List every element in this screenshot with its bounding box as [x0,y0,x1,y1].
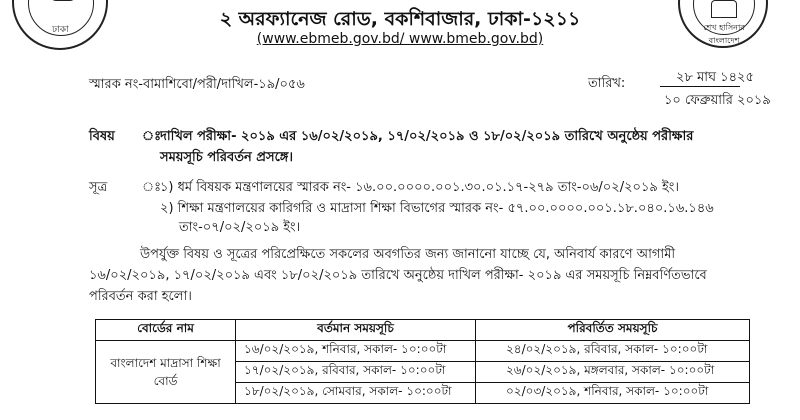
date-divider [660,86,740,87]
memo-number: স্মারক নং-বামাশিবো/পরী/দাখিল-১৯/০৫৬ [89,77,305,92]
reference-item-1: ১) ধর্ম বিষয়ক মন্ত্রণালয়ের স্মারক নং- ১৬.০০.০০০০.০০১.৩০.০১.১৭-২৭৯ তাং-০৬/০২/২০১৯ ইং। [160,180,679,195]
body-line-2: ১৬/০২/২০১৯, ১৭/০২/২০১৯ এবং ১৮/০২/২০১৯ তারিখে অনুষ্ঠেয় দাখিল পরীক্ষা- ২০১৯ এর সময়সূচি নিম্নবর্ণিতভাবে [89,268,707,283]
body-line-1: উপর্যুক্ত বিষয় ও সূত্রের পরিপ্রেক্ষিতে সকলের অবগতির জন্য জানানো যাচ্ছে যে, অনিবার্য কারণে আগামী [140,247,676,262]
body-line-3: পরিবর্তন করা হলো। [89,289,192,304]
revised-schedule-cell: ২৬/০২/২০১৯, মঙ্গলবার, সকাল- ১০:০০টা [476,362,750,383]
subject-line-1: দাখিল পরীক্ষা- ২০১৯ এর ১৬/০২/২০১৯, ১৭/০২/২০১৯ ও ১৮/০২/২০১৯ তারিখে অনুষ্ঠেয় পরীক্ষার [160,129,694,144]
reference-colon: ঃ [142,180,162,195]
table-row [96,341,750,362]
schedule-table [95,319,750,404]
date-bangla: ২৮ মাঘ ১৪২৫ [676,70,754,85]
header-board-name: বোর্ডের নাম [96,320,236,341]
subject-line-2: সময়সূচি পরিবর্তন প্রসঙ্গে। [160,150,294,165]
date-label: তারিখ: [588,76,626,91]
seal-text-bottom: ঢাকা [52,25,69,35]
reference-item-2-line-2: তাং-০৭/০২/২০১৯ ইং। [179,220,301,235]
revised-schedule-cell: ০২/০৩/২০১৯, শনিবার, সকাল- ১০:০০টা [476,383,750,404]
date-english: ১০ ফেব্রুয়ারি ২০১৯ [664,93,771,108]
reference-label: সূত্র [89,180,108,195]
current-schedule-cell: ১৮/০২/২০১৯, সোমবার, সকাল- ১০:০০টা [236,383,476,404]
current-schedule-cell: ১৬/০২/২০১৯, শনিবার, সকাল- ১০:০০টা [236,341,476,362]
reference-item-2-line-1: ২) শিক্ষা মন্ত্রণালয়ের কারিগরি ও মাদ্রাসা শিক্ষা বিভাগের স্মারক নং- ৫৭.০০.০০০০.০০১.১৮.০৪০.১৬.১৪৬ [160,201,714,216]
emblem-text: শেখ হাসিনার বাংলাদেশ [703,23,745,45]
current-schedule-cell: ১৭/০২/২০১৯, রবিবার, সকাল- ১০:০০টা [236,362,476,383]
header-revised-schedule: পরিবর্তিত সময়সূচি [476,320,750,341]
table-header-row [96,320,750,341]
header-current-schedule: বর্তমান সময়সূচি [236,320,476,341]
revised-schedule-cell: ২৪/০২/২০১৯, রবিবার, সকাল- ১০:০০টা [476,341,750,362]
board-name-cell: বাংলাদেশ মাদ্রাসা শিক্ষা বোর্ড [96,341,236,404]
subject-label: বিষয় [89,129,115,144]
website-links[interactable]: (www.ebmeb.gov.bd/ www.bmeb.gov.bd) [256,31,544,47]
office-address: ২ অরফ্যানেজ রোড, বকশিবাজার, ঢাকা-১২১১ [219,8,581,30]
subject-colon: ঃ [142,129,162,144]
